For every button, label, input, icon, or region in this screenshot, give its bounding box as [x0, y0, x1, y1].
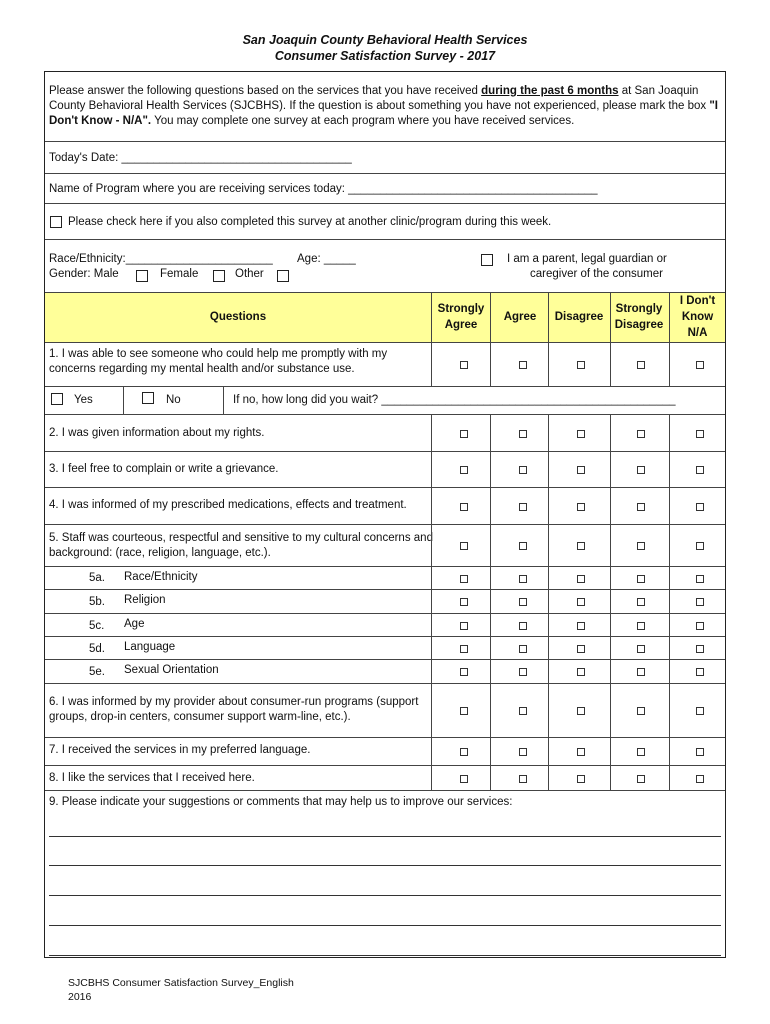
answer-checkbox-5d-strongly-disagree[interactable] — [637, 645, 645, 653]
answer-checkbox-5b-disagree[interactable] — [577, 598, 585, 606]
comments-section — [45, 791, 725, 957]
answer-checkbox-5e-strongly-disagree[interactable] — [637, 668, 645, 676]
answer-checkbox-q4-agree[interactable] — [519, 503, 527, 511]
col-divider — [669, 415, 670, 791]
answer-checkbox-5c-strongly-agree[interactable] — [460, 622, 468, 630]
answer-checkbox-q8-strongly-disagree[interactable] — [637, 775, 645, 783]
answer-checkbox-q1-dont-know[interactable] — [696, 361, 704, 369]
todays-date-row — [45, 142, 725, 174]
intro-section — [45, 72, 725, 142]
divider — [123, 387, 124, 414]
question-row-5e — [45, 660, 725, 684]
sub-label: Religion — [124, 594, 166, 606]
answer-checkbox-5e-strongly-agree[interactable] — [460, 668, 468, 676]
question-1-text: 1. I was able to see someone who could help me promptly with my concerns regarding my mental health and/or substance use. — [49, 348, 388, 375]
question-row-6 — [45, 684, 725, 738]
question-row-5a — [45, 567, 725, 590]
answer-checkbox-q2-dont-know[interactable] — [696, 430, 704, 438]
q1-yes-label: Yes — [74, 394, 93, 406]
header-disagree: Disagree — [554, 311, 604, 323]
answer-checkbox-q4-strongly-disagree[interactable] — [637, 503, 645, 511]
guardian-checkbox[interactable] — [481, 254, 493, 266]
answer-checkbox-q5-agree[interactable] — [519, 542, 527, 550]
guardian-label-line1: I am a parent, legal guardian or — [507, 253, 667, 265]
answer-checkbox-q3-strongly-disagree[interactable] — [637, 466, 645, 474]
answer-checkbox-5a-dont-know[interactable] — [696, 575, 704, 583]
question-row-5b — [45, 590, 725, 614]
wait-time-field[interactable]: If no, how long did you wait? ______________________________________________ — [233, 394, 676, 406]
answer-checkbox-5e-dont-know[interactable] — [696, 668, 704, 676]
answer-checkbox-q6-strongly-agree[interactable] — [460, 707, 468, 715]
sub-num: 5d. — [89, 643, 105, 655]
answer-checkbox-q4-strongly-agree[interactable] — [460, 503, 468, 511]
answer-checkbox-q1-strongly-agree[interactable] — [460, 361, 468, 369]
footer-line2: 2016 — [68, 991, 92, 1003]
question-row-1 — [45, 343, 725, 387]
q1-no-label: No — [166, 394, 181, 406]
answer-checkbox-q3-strongly-agree[interactable] — [460, 466, 468, 474]
question-9-text: 9. Please indicate your suggestions or comments that may help us to improve our services: — [49, 796, 513, 808]
answer-checkbox-5d-agree[interactable] — [519, 645, 527, 653]
answer-checkbox-5c-strongly-disagree[interactable] — [637, 622, 645, 630]
answer-checkbox-5a-strongly-disagree[interactable] — [637, 575, 645, 583]
comment-line[interactable] — [49, 955, 721, 956]
answer-checkbox-5c-dont-know[interactable] — [696, 622, 704, 630]
answer-checkbox-q6-disagree[interactable] — [577, 707, 585, 715]
answer-checkbox-q6-agree[interactable] — [519, 707, 527, 715]
sub-label: Sexual Orientation — [124, 664, 219, 676]
survey-title-line1: San Joaquin County Behavioral Health Services — [242, 33, 528, 47]
answer-checkbox-q2-agree[interactable] — [519, 430, 527, 438]
answer-checkbox-5a-agree[interactable] — [519, 575, 527, 583]
question-row-4 — [45, 488, 725, 525]
answer-checkbox-q1-disagree[interactable] — [577, 361, 585, 369]
answer-checkbox-q2-strongly-disagree[interactable] — [637, 430, 645, 438]
col-divider — [431, 415, 432, 791]
comment-line[interactable] — [49, 836, 721, 837]
wait-row — [45, 387, 725, 415]
answer-checkbox-q7-strongly-agree[interactable] — [460, 748, 468, 756]
header-strongly-agree: Strongly Agree — [437, 303, 485, 331]
also-completed-row — [45, 204, 725, 240]
answer-checkbox-q5-disagree[interactable] — [577, 542, 585, 550]
guardian-label-line2: caregiver of the consumer — [530, 268, 663, 280]
comment-line[interactable] — [49, 865, 721, 866]
header-questions: Questions — [209, 311, 267, 323]
comment-line[interactable] — [49, 925, 721, 926]
question-row-5c — [45, 614, 725, 637]
answer-checkbox-q7-agree[interactable] — [519, 748, 527, 756]
answer-checkbox-5a-strongly-agree[interactable] — [460, 575, 468, 583]
question-4-text: 4. I was informed of my prescribed medications, effects and treatment. — [49, 499, 407, 511]
sub-label: Race/Ethnicity — [124, 571, 198, 583]
col-divider — [669, 293, 670, 387]
answer-checkbox-q6-dont-know[interactable] — [696, 707, 704, 715]
answer-checkbox-q1-agree[interactable] — [519, 361, 527, 369]
answer-checkbox-q6-strongly-disagree[interactable] — [637, 707, 645, 715]
sub-num: 5c. — [89, 620, 105, 632]
gender-male-checkbox[interactable] — [136, 270, 148, 282]
answer-checkbox-q5-strongly-agree[interactable] — [460, 542, 468, 550]
comment-line[interactable] — [49, 895, 721, 896]
col-divider — [490, 415, 491, 791]
survey-form — [44, 71, 726, 958]
answer-checkbox-5b-strongly-disagree[interactable] — [637, 598, 645, 606]
answer-checkbox-q4-dont-know[interactable] — [696, 503, 704, 511]
answer-checkbox-5d-dont-know[interactable] — [696, 645, 704, 653]
question-row-5d — [45, 637, 725, 660]
survey-title-line2: Consumer Satisfaction Survey - 2017 — [274, 49, 496, 63]
question-8-text: 8. I like the services that I received here. — [49, 772, 255, 784]
footer — [68, 976, 294, 1004]
answer-checkbox-q3-dont-know[interactable] — [696, 466, 704, 474]
q1-yes-checkbox[interactable] — [51, 393, 63, 405]
answer-checkbox-5b-strongly-agree[interactable] — [460, 598, 468, 606]
col-divider — [548, 293, 549, 387]
answer-checkbox-q8-agree[interactable] — [519, 775, 527, 783]
question-2-text: 2. I was given information about my rights. — [49, 427, 265, 439]
answer-checkbox-5d-strongly-agree[interactable] — [460, 645, 468, 653]
question-row-3 — [45, 452, 725, 488]
answer-checkbox-5e-agree[interactable] — [519, 668, 527, 676]
col-divider — [610, 415, 611, 791]
answer-checkbox-5c-disagree[interactable] — [577, 622, 585, 630]
answer-checkbox-q5-strongly-disagree[interactable] — [637, 542, 645, 550]
question-row-8 — [45, 766, 725, 791]
gender-other-checkbox[interactable] — [277, 270, 289, 282]
answer-checkbox-q8-disagree[interactable] — [577, 775, 585, 783]
question-6-text: 6. I was informed by my provider about consumer-run programs (support groups, drop-in centers, consumer support warm-line, etc.). — [49, 696, 419, 723]
gender-label: Gender: Male — [49, 268, 119, 280]
gender-female-checkbox[interactable] — [213, 270, 225, 282]
sub-label: Age — [124, 618, 145, 630]
demographics-row — [45, 240, 725, 293]
answer-checkbox-q1-strongly-disagree[interactable] — [637, 361, 645, 369]
question-7-text: 7. I received the services in my preferred language. — [49, 744, 311, 756]
question-3-text: 3. I feel free to complain or write a grievance. — [49, 463, 279, 475]
q1-no-checkbox[interactable] — [142, 392, 154, 404]
answer-checkbox-q2-disagree[interactable] — [577, 430, 585, 438]
col-divider — [490, 293, 491, 387]
intro-text: Please answer the following questions based on the services that you have received during the past 6 months at San Joaquin County Behavioral Health Services (SJCBHS). If the question is about something you have not experienced, please mark the box "I Don't Know - N/A". You may complete one survey at each program where you have received services. — [49, 85, 718, 127]
header-dont-know: I Don't Know N/A — [679, 295, 716, 339]
answer-checkbox-5a-disagree[interactable] — [577, 575, 585, 583]
header-strongly-disagree: Strongly Disagree — [614, 303, 664, 331]
answer-checkbox-q2-strongly-agree[interactable] — [460, 430, 468, 438]
sub-num: 5e. — [89, 666, 105, 678]
answer-checkbox-5e-disagree[interactable] — [577, 668, 585, 676]
answer-checkbox-q7-disagree[interactable] — [577, 748, 585, 756]
sub-num: 5a. — [89, 572, 105, 584]
answer-checkbox-q5-dont-know[interactable] — [696, 542, 704, 550]
answer-checkbox-5c-agree[interactable] — [519, 622, 527, 630]
col-divider — [548, 415, 549, 791]
answer-checkbox-q8-dont-know[interactable] — [696, 775, 704, 783]
answer-checkbox-q3-disagree[interactable] — [577, 466, 585, 474]
answer-checkbox-q4-disagree[interactable] — [577, 503, 585, 511]
race-field[interactable]: Race/Ethnicity:_______________________ — [49, 253, 273, 265]
todays-date-field[interactable]: Today's Date: ____________________________________ — [49, 152, 352, 164]
sub-label: Language — [124, 641, 176, 653]
also-completed-checkbox[interactable] — [50, 216, 62, 228]
answer-checkbox-q7-dont-know[interactable] — [696, 748, 704, 756]
gender-female-label: Female — [160, 268, 199, 280]
also-completed-label: Please check here if you also completed this survey at another clinic/program during this week. — [68, 216, 552, 228]
age-field[interactable]: Age: _____ — [297, 253, 356, 265]
question-row-7 — [45, 738, 725, 766]
col-divider — [431, 293, 432, 387]
program-name-field[interactable]: Name of Program where you are receiving services today: _______________________________________ — [49, 183, 598, 195]
answer-checkbox-5d-disagree[interactable] — [577, 645, 585, 653]
question-row-5 — [45, 525, 725, 567]
program-row — [45, 174, 725, 204]
answer-checkbox-q3-agree[interactable] — [519, 466, 527, 474]
col-divider — [610, 293, 611, 387]
answer-checkbox-q8-strongly-agree[interactable] — [460, 775, 468, 783]
question-5-text: 5. Staff was courteous, respectful and sensitive to my cultural concerns and background: (race, religion, language, etc.). — [49, 532, 433, 559]
sub-num: 5b. — [89, 596, 105, 608]
answer-checkbox-5b-dont-know[interactable] — [696, 598, 704, 606]
divider — [223, 387, 224, 414]
header-agree: Agree — [503, 311, 537, 323]
question-row-2 — [45, 415, 725, 452]
gender-other-label: Other — [235, 268, 264, 280]
footer-line1: SJCBHS Consumer Satisfaction Survey_English — [68, 977, 294, 989]
table-header — [45, 293, 725, 343]
answer-checkbox-5b-agree[interactable] — [519, 598, 527, 606]
answer-checkbox-q7-strongly-disagree[interactable] — [637, 748, 645, 756]
